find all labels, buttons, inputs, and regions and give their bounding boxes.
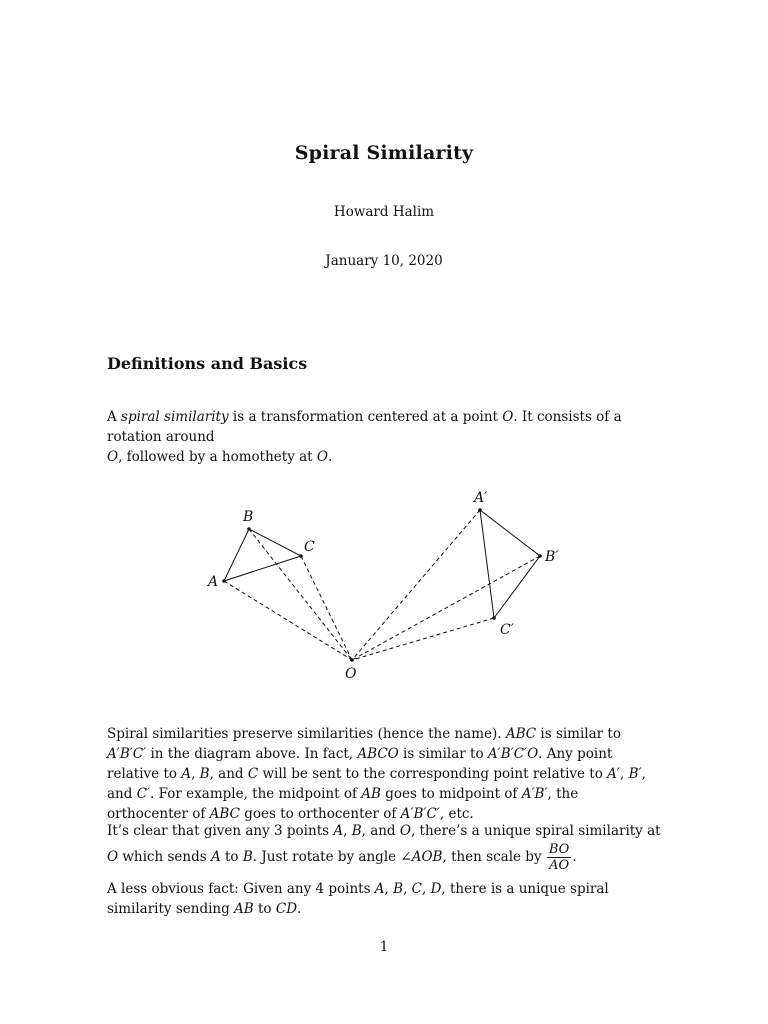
- scale-fraction: $\frac{BO}{AO}$: [548, 842, 570, 873]
- label-cprime: C′: [500, 622, 514, 638]
- label-b: B: [243, 509, 254, 525]
- paper-title: Spiral Similarity: [294, 142, 474, 164]
- dashed-line-b-o: [249, 529, 352, 660]
- dashed-line-bprime-o: [352, 556, 540, 660]
- point-c: [299, 554, 303, 558]
- page-number: 1: [379, 939, 389, 955]
- triangle-aprime-bprime-cprime: [480, 510, 540, 618]
- definition-paragraph: A spiral similarity is a transformation centered at a point O. It consists of a rotation around O, followed by a homothety at O.: [107, 409, 622, 465]
- label-aprime: A′: [474, 490, 488, 506]
- unique-similarity-paragraph: It’s clear that given any 3 points A, B, and O, there’s a unique spiral similarity at O which sends A to B. Just rotate by angle ∠AOB, then scale by $\frac{BO}{AO}$ .: [107, 823, 661, 873]
- triangle-abc: [224, 529, 301, 581]
- point-b: [247, 527, 251, 531]
- dashed-line-cprime-o: [352, 618, 494, 660]
- point-cprime: [492, 616, 496, 620]
- dashed-line-aprime-o: [352, 510, 480, 660]
- four-points-paragraph: A less obvious fact: Given any 4 points A, B, C, D, there is a unique spiral similarity sending AB to CD.: [107, 881, 609, 917]
- label-bprime: B′: [545, 549, 559, 565]
- section-heading: Definitions and Basics: [107, 354, 308, 373]
- label-o: O: [345, 666, 357, 682]
- label-c: C: [304, 539, 315, 555]
- point-a: [222, 579, 226, 583]
- point-o: [350, 658, 354, 662]
- point-bprime: [538, 554, 542, 558]
- label-a: A: [208, 574, 219, 590]
- point-aprime: [478, 508, 482, 512]
- publication-date: January 10, 2020: [325, 253, 443, 269]
- author-name: Howard Halim: [333, 204, 435, 220]
- similarity-paragraph: Spiral similarities preserve similarities (hence the name). ABC is similar to A′B′C′ in the diagram above. In fact, ABCO is similar to A′B′C′O. Any point relative to A, B, and C will be sent to the corresponding point relative to A′, B′, and C′. For example, the midpoint of AB goes to midpoint of A′B′, the orthocenter of ABC goes to orthocenter of A′B′C′, etc.: [107, 726, 646, 822]
